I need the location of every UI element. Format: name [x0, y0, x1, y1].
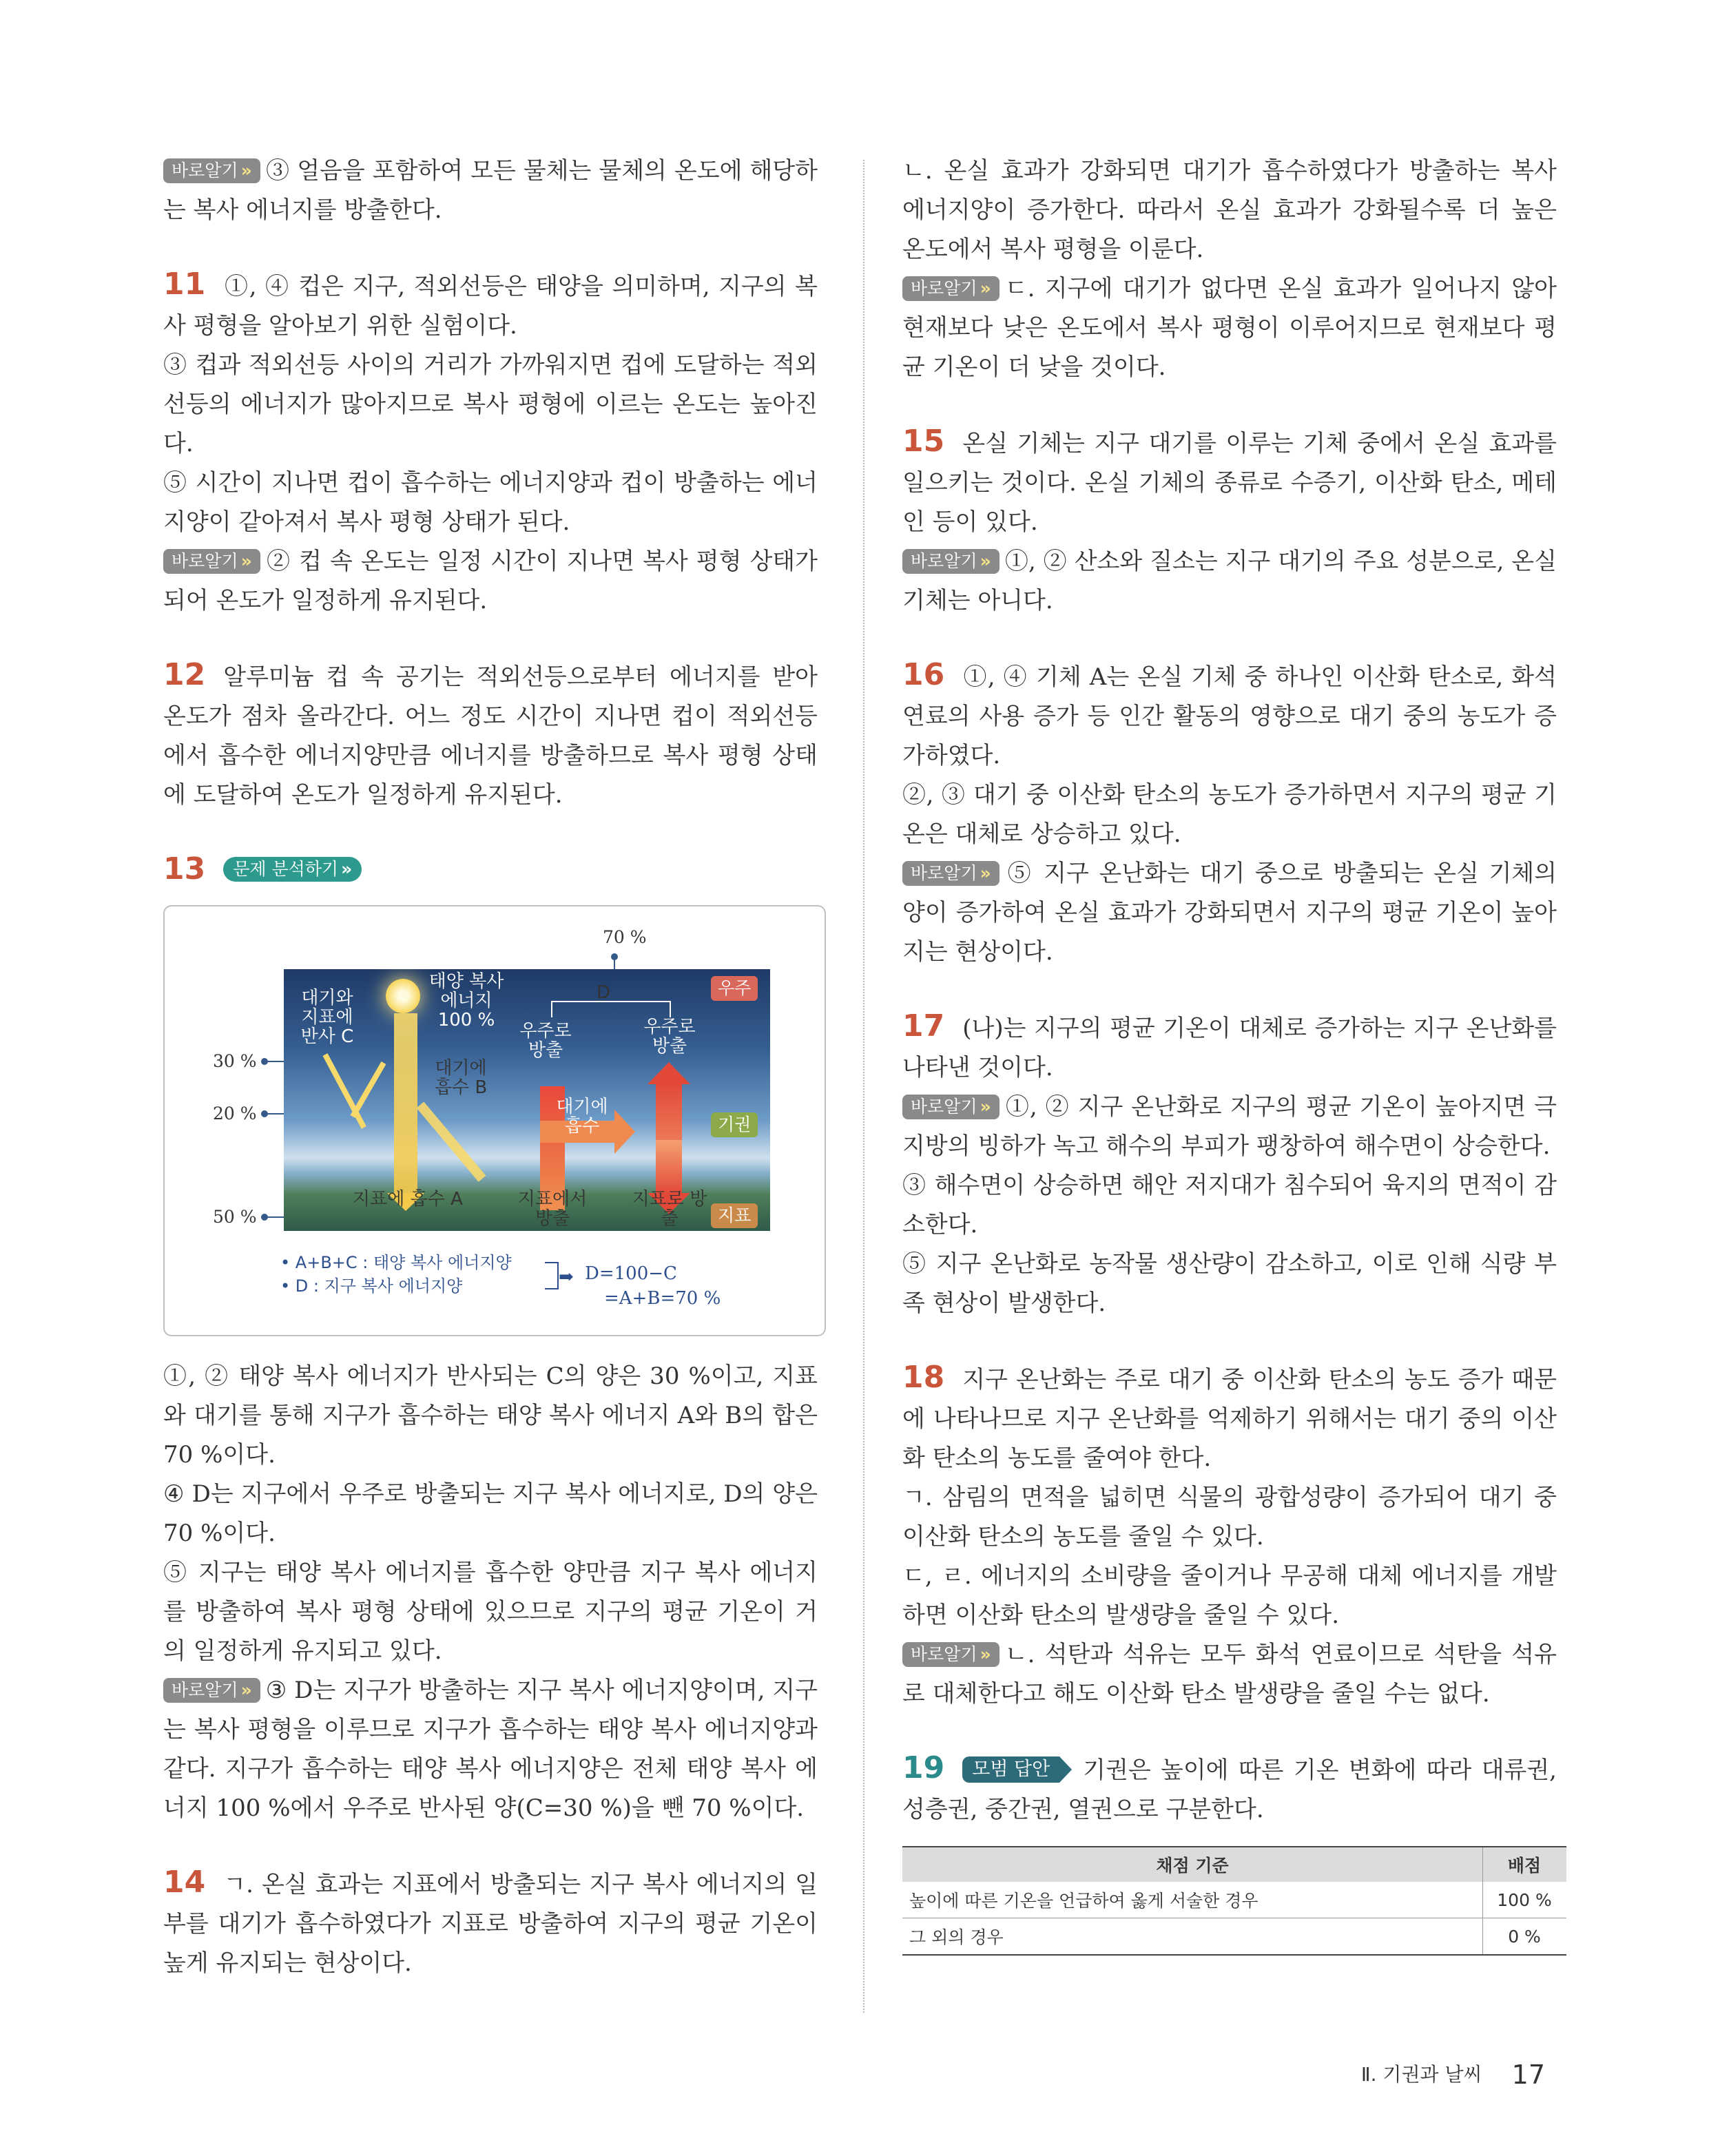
table-cell: 0 % — [1483, 1918, 1567, 1956]
earth-atmosphere-image — [284, 969, 770, 1231]
q11: 11 ①, ④ 컵은 지구, 적외선등은 태양을 의미하며, 지구의 복사 평형을 알아보기 위한 실험이다. ③ 컵과 적외선등 사이의 거리가 가까워지면 컵에 도달하는 적외선등의 에너지가 많아지므로 복사 평형에 이르는 온도는 높아진다. ⑤ 시간이 지나면 컵이 흡수하는 에너지양과 컵이 방출하는 에너지양이 같아져서 복사 평형 상태가 된다. 바로알기 » ② 컵 속 온도는 일정 시간이 지나면 복사 평형 상태가 되어 온도가 일정하게 유지된다. — [163, 267, 818, 614]
atm-absorb-label: 대기에 흡수 — [556, 1097, 608, 1137]
q12: 12 알루미늄 컵 속 공기는 적외선등으로부터 에너지를 받아 온도가 점차 올라간다. 어느 정도 시간이 지나면 컵이 적외선등에서 흡수한 에너지양만큼 에너지를 방출하므로 복사 평형 상태에 도달하여 온도가 일정하게 유지된다. — [163, 657, 818, 809]
radiation-balance-diagram — [163, 905, 826, 1336]
question-number: 15 — [902, 424, 945, 459]
model-answer-badge: 모범 답안 — [962, 1756, 1059, 1783]
question-number: 19 — [902, 1750, 945, 1785]
wrong-answer-badge: 바로알기 » — [163, 549, 260, 574]
sun-energy-label: 태양 복사 에너지 100 % — [428, 971, 504, 1030]
space-tag: 우주 — [711, 976, 758, 1001]
q18: 18 지구 온난화는 주로 대기 중 이산화 탄소의 농도 증가 때문에 나타나므로 지구 온난화를 억제하기 위해서는 대기 중의 이산화 탄소의 농도를 줄여야 한다. ㄱ. 삼림의 면적을 넓히면 식물의 광합성량이 증가되어 대기 중 이산화 탄소의 농도를 줄일 수 있다. ㄷ, ㄹ. 에너지의 소비량을 줄이거나 무공해 대체 에너지를 개발하면 이산화 탄소의 발생량을 줄일 수 있다. 바로알기 » ㄴ. 석탄과 석유는 모두 화석 연료이므로 석탄을 석유로 대체한다고 해도 이산화 탄소 발생량을 줄일 수는 없다. — [902, 1360, 1557, 1708]
q10-tail: 바로알기 » ③ 얼음을 포함하여 모든 물체는 물체의 온도에 해당하는 복사 에너지를 방출한다. — [163, 157, 818, 224]
page-number: 17 — [1511, 2060, 1545, 2090]
table-cell: 높이에 따른 기온을 언급하여 옳게 서술한 경우 — [902, 1882, 1483, 1918]
pct-30: 30 % — [213, 1051, 257, 1071]
connector-line — [267, 1061, 284, 1062]
surface-absorb-label: 지표에 흡수 A — [353, 1189, 463, 1210]
column-divider — [863, 160, 864, 2013]
right-arrow-icon: ➡ — [559, 1267, 574, 1287]
arrow-head — [614, 1110, 635, 1154]
question-number: 11 — [163, 267, 206, 302]
to-space-label-2: 우주로 방출 — [643, 1017, 696, 1057]
q16: 16 ①, ④ 기체 A는 온실 기체 중 하나인 이산화 탄소로, 화석 연료의 사용 증가 등 인간 활동의 영향으로 대기 중의 농도가 증가하였다. ②, ③ 대기 중 이산화 탄소의 농도가 증가하면서 지구의 평균 기온은 대체로 상승하고 있다. 바로알기 » ⑤ 지구 온난화는 대기 중으로 방출되는 온실 기체의 양이 증가하여 온실 효과가 강화되면서 지구의 평균 기온이 높아지는 현상이다. — [902, 657, 1557, 966]
q13 — [163, 849, 818, 1828]
reflect-label: 대기와 지표에 반사 C — [300, 988, 354, 1047]
paragraph: ⑤ 지구 온난화로 농작물 생산량이 감소하고, 이로 인해 식량 부족 현상이 발생한다. — [902, 1250, 1557, 1317]
wrong-answer-badge: 바로알기 » — [902, 549, 999, 574]
paragraph: ㄱ. 삼림의 면적을 넓히면 식물의 광합성량이 증가되어 대기 중 이산화 탄소의 농도를 줄일 수 있다. — [902, 1484, 1557, 1551]
question-number: 12 — [163, 657, 206, 692]
atmosphere-tag: 기권 — [711, 1112, 758, 1137]
question-number: 17 — [902, 1008, 945, 1044]
table-header-row — [902, 1847, 1566, 1882]
paragraph: ㄷ, ㄹ. 에너지의 소비량을 줄이거나 무공해 대체 에너지를 개발하면 이산화 탄소의 발생량을 줄일 수 있다. — [902, 1562, 1557, 1629]
atm-absorb-b-label: 대기에 흡수 B — [434, 1058, 488, 1098]
pct-20: 20 % — [213, 1103, 257, 1123]
paragraph: ㄴ. 온실 효과가 강화되면 대기가 흡수하였다가 방출하는 복사 에너지양이 증가한다. 따라서 온실 효과가 강화될수록 더 높은 온도에서 복사 평형을 이룬다. — [902, 157, 1557, 263]
paragraph: ⑤ 지구는 태양 복사 에너지를 흡수한 양만큼 지구 복사 에너지를 방출하여 복사 평형 상태에 있으므로 지구의 평균 기온이 거의 일정하게 유지되고 있다. — [163, 1559, 818, 1665]
connector-line — [267, 1113, 284, 1115]
q13-explanation: ①, ② 태양 복사 에너지가 반사되는 C의 양은 30 %이고, 지표와 대기를 통해 지구가 흡수하는 태양 복사 에너지 A와 B의 합은 70 %이다. ④ D는 지구에서 우주로 방출되는 지구 복사 에너지로, D의 양은 70 %이다. ⑤ 지구는 태양 복사 에너지를 흡수한 양만큼 지구 복사 에너지를 방출하여 복사 평형 상태에 있으므로 지구의 평균 기온이 거의 일정하게 유지되고 있다. 바로알기 » ③ D는 지구가 방출하는 지구 복사 에너지양이며, 지구는 복사 평형을 이루므로 지구가 흡수하는 태양 복사 에너지양과 같다. 지구가 흡수하는 태양 복사 에너지양은 전체 태양 복사 에너지 100 %에서 우주로 반사된 양(C=30 %)을 뺀 70 %이다. — [163, 1357, 818, 1828]
d-label: D — [596, 982, 611, 1003]
q19: 19 모범 답안 기권은 높이에 따른 기온 변화에 따라 대류권, 성층권, 중간권, 열권으로 구분한다. 채점 기준 배점 높이에 따른 기온을 언급하여 옳게 서술한 경우 100 % 그 외의 경우 0 % — [902, 1748, 1557, 1956]
q15: 15 온실 기체는 지구 대기를 이루는 기체 중에서 온실 효과를 일으키는 것이다. 온실 기체의 종류로 수증기, 이산화 탄소, 메테인 등이 있다. 바로알기 » ①, ② 산소와 질소는 지구 대기의 주요 성분으로, 온실 기체는 아니다. — [902, 424, 1557, 614]
scoring-table — [902, 1846, 1566, 1956]
table-row — [902, 1918, 1566, 1956]
table-header-criteria: 채점 기준 — [902, 1847, 1483, 1882]
legend-bracket — [545, 1262, 559, 1289]
table-cell: 100 % — [1483, 1882, 1567, 1918]
sunlight-arrow — [394, 1013, 417, 1199]
paragraph: ③ 해수면이 상승하면 해안 저지대가 침수되어 육지의 면적이 감소한다. — [902, 1172, 1557, 1238]
legend-result-2: =A+B=70 % — [604, 1288, 721, 1309]
question-number: 18 — [902, 1360, 945, 1395]
question-number: 16 — [902, 657, 945, 692]
q14: 14 ㄱ. 온실 효과는 지표에서 방출되는 지구 복사 에너지의 일부를 대기가 흡수하였다가 지표로 방출하여 지구의 평균 기온이 높게 유지되는 현상이다. — [163, 1865, 818, 1977]
q17: 17 (나)는 지구의 평균 기온이 대체로 증가하는 지구 온난화를 나타낸 것이다. 바로알기 » ①, ② 지구 온난화로 지구의 평균 기온이 높아지면 극지방의 빙하가 녹고 해수의 부피가 팽창하여 해수면이 상승한다. ③ 해수면이 상승하면 해안 저지대가 침수되어 육지의 면적이 감소한다. ⑤ 지구 온난화로 농작물 생산량이 감소하고, 이로 인해 식량 부족 현상이 발생한다. — [902, 1006, 1557, 1323]
reflect-ray — [351, 1061, 386, 1118]
wrong-answer-badge: 바로알기 » — [902, 276, 999, 301]
problem-analysis-badge: 문제 분석하기 » — [223, 857, 362, 882]
legend-line-1: • A+B+C : 태양 복사 에너지양 — [280, 1253, 512, 1272]
legend-result-1: D=100−C — [585, 1263, 677, 1284]
wrong-answer-badge: 바로알기 » — [902, 1642, 999, 1667]
wrong-answer-badge: 바로알기 » — [902, 861, 999, 886]
table-header-points: 배점 — [1483, 1847, 1567, 1882]
section-title: Ⅱ. 기권과 날씨 — [1360, 2063, 1482, 2086]
to-surface-arrow — [656, 1140, 682, 1195]
d-bracket — [551, 1001, 671, 1017]
question-number: 14 — [163, 1865, 206, 1900]
right-column — [902, 152, 1557, 1956]
pct-50: 50 % — [213, 1207, 257, 1227]
connector-line — [267, 1216, 284, 1218]
surface-tag: 지표 — [711, 1203, 758, 1228]
wrong-answer-badge: 바로알기 » — [163, 1678, 260, 1703]
paragraph: ①, ② 태양 복사 에너지가 반사되는 C의 양은 30 %이고, 지표와 대기를 통해 지구가 흡수하는 태양 복사 에너지 A와 B의 합은 70 %이다. — [163, 1362, 818, 1469]
question-number: 13 — [163, 851, 206, 887]
paragraph: ④ D는 지구에서 우주로 방출되는 지구 복사 에너지로, D의 양은 70 %이다. — [163, 1480, 818, 1547]
absorb-ray — [417, 1102, 486, 1182]
pct-top: 70 % — [603, 927, 647, 947]
legend-line-2: • D : 지구 복사 에너지양 — [280, 1276, 463, 1296]
surface-emit-label: 지표에서 방출 — [517, 1189, 588, 1229]
paragraph: ②, ③ 대기 중 이산화 탄소의 농도가 증가하면서 지구의 평균 기온은 대체로 상승하고 있다. — [902, 781, 1557, 848]
q14-tail: ㄴ. 온실 효과가 강화되면 대기가 흡수하였다가 방출하는 복사 에너지양이 증가한다. 따라서 온실 효과가 강화될수록 더 높은 온도에서 복사 평형을 이룬다. 바로알기 » ㄷ. 지구에 대기가 없다면 온실 효과가 일어나지 않아 현재보다 낮은 온도에서 복사 평형이 이루어지므로 현재보다 평균 기온이 더 낮을 것이다. — [902, 152, 1557, 387]
page-footer — [1361, 2060, 1545, 2090]
sun-icon — [386, 979, 420, 1013]
table-cell: 그 외의 경우 — [902, 1918, 1483, 1956]
paragraph: ③ 컵과 적외선등 사이의 거리가 가까워지면 컵에 도달하는 적외선등의 에너지가 많아지므로 복사 평형에 이르는 온도는 높아진다. — [163, 351, 818, 457]
reflect-ray — [322, 1053, 366, 1129]
wrong-answer-badge: 바로알기 » — [163, 158, 260, 183]
arrow-head — [648, 1062, 690, 1084]
paragraph: ⑤ 시간이 지나면 컵이 흡수하는 에너지양과 컵이 방출하는 에너지양이 같아져서 복사 평형 상태가 된다. — [163, 469, 818, 536]
table-row — [902, 1882, 1566, 1918]
left-column — [163, 152, 818, 1983]
to-space-label-1: 우주로 방출 — [519, 1021, 572, 1061]
to-surface-label: 지표로 방출 — [632, 1189, 707, 1229]
wrong-answer-badge: 바로알기 » — [902, 1095, 999, 1119]
